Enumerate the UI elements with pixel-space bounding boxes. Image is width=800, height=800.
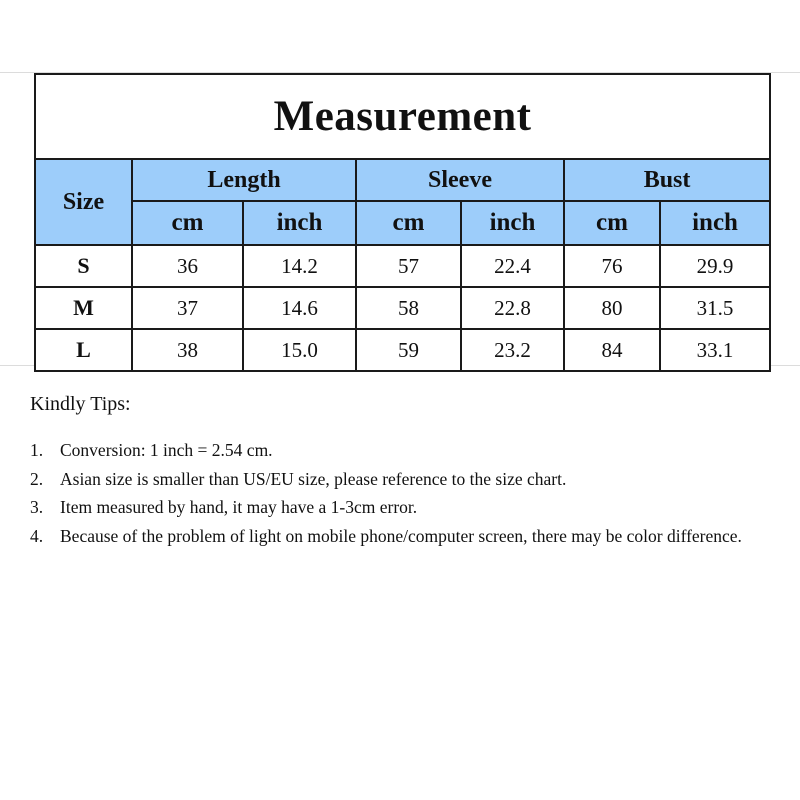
sleeve-cm-cell: 59	[356, 329, 461, 371]
length-inch-cell: 14.6	[243, 287, 356, 329]
tip-text: Item measured by hand, it may have a 1-3cm error.	[60, 497, 418, 517]
size-cell: M	[35, 287, 132, 329]
sleeve-inch-cell: 22.4	[461, 245, 564, 287]
sleeve-inch-cell: 23.2	[461, 329, 564, 371]
kindly-tips	[30, 393, 770, 550]
size-cell: S	[35, 245, 132, 287]
length-cm-cell: 37	[132, 287, 243, 329]
tip-item	[30, 522, 770, 551]
bust-inch-cell: 33.1	[660, 329, 770, 371]
sleeve-inch-cell: 22.8	[461, 287, 564, 329]
bust-cm-cell: 84	[564, 329, 660, 371]
sleeve-header: Sleeve	[356, 159, 564, 201]
size-cell: L	[35, 329, 132, 371]
tip-number: 4.	[30, 525, 44, 546]
length-cm-header: cm	[132, 201, 243, 245]
length-header: Length	[132, 159, 356, 201]
tip-number: 3.	[30, 497, 44, 517]
length-inch-cell: 15.0	[243, 329, 356, 371]
bust-header: Bust	[564, 159, 770, 201]
bust-inch-header: inch	[660, 201, 770, 245]
size-chart-table	[34, 73, 771, 372]
sleeve-inch-header: inch	[461, 201, 564, 245]
bust-cm-cell: 80	[564, 287, 660, 329]
length-inch-cell: 14.2	[243, 245, 356, 287]
sleeve-cm-header: cm	[356, 201, 461, 245]
tip-text: Asian size is smaller than US/EU size, please reference to the size chart.	[60, 468, 567, 489]
tip-text: Conversion: 1 inch = 2.54 cm.	[60, 440, 273, 460]
bust-inch-cell: 31.5	[660, 287, 770, 329]
sleeve-cm-cell: 58	[356, 287, 461, 329]
length-cm-cell: 36	[132, 245, 243, 287]
table-row	[35, 329, 770, 371]
size-column-header: Size	[35, 159, 132, 245]
bust-inch-cell: 29.9	[660, 245, 770, 287]
bust-cm-header: cm	[564, 201, 660, 245]
tips-list	[30, 436, 770, 550]
tip-number: 1.	[30, 440, 44, 460]
table-row	[35, 287, 770, 329]
length-inch-header: inch	[243, 201, 356, 245]
tips-title: Kindly Tips:	[30, 393, 131, 415]
tip-number: 2.	[30, 468, 44, 489]
table-row	[35, 245, 770, 287]
tip-item	[30, 465, 770, 494]
tip-item	[30, 493, 770, 522]
sleeve-cm-cell: 57	[356, 245, 461, 287]
bust-cm-cell: 76	[564, 245, 660, 287]
chart-title: Measurement	[35, 74, 770, 159]
tip-item	[30, 436, 770, 465]
length-cm-cell: 38	[132, 329, 243, 371]
tip-text: Because of the problem of light on mobile phone/computer screen, there may be color difference.	[60, 525, 742, 546]
